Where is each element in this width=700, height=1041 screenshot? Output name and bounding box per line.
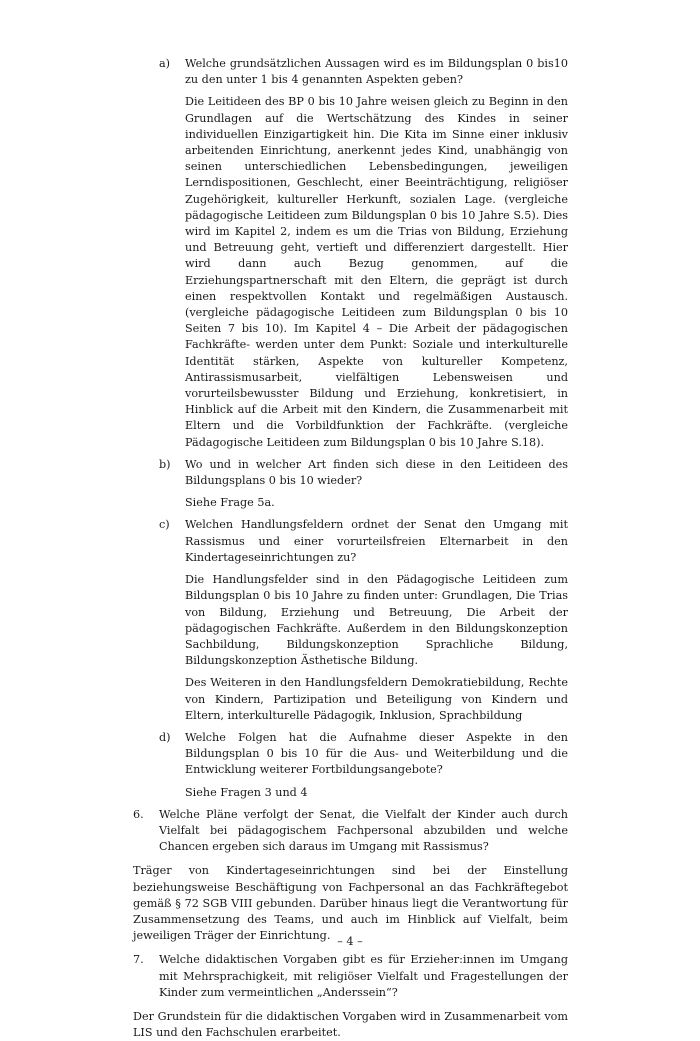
question-5a [159, 56, 568, 88]
question-text: Welche grundsätzlichen Aussagen wird es im Bildungsplan 0 bis10 zu den unter 1 bis 4 genannten Aspekten geben? [185, 57, 568, 87]
question-label: c) [159, 518, 170, 532]
question-label: 6. [133, 807, 144, 821]
question-label: d) [159, 730, 171, 744]
question-5d [159, 730, 568, 779]
question-label: b) [159, 457, 171, 471]
question-5b [159, 457, 568, 489]
question-6 [133, 807, 568, 856]
question-text: Welchen Handlungsfeldern ordnet der Senat den Umgang mit Rassismus und einer vorurteilsfreien Elternarbeit in den Kindertageseinrichtungen zu? [185, 518, 568, 564]
question-7 [133, 952, 568, 1001]
question-text: Welche didaktischen Vorgaben gibt es für Erzieher:innen im Umgang mit Mehrsprachigkeit, mit religiöser Vielfalt und Fragestellungen der Kinder zum vermeintlichen „Anderssein“? [159, 953, 568, 999]
answer-5b: Siehe Frage 5a. [185, 496, 275, 510]
answer-7: Der Grundstein für die didaktischen Vorgaben wird in Zusammenarbeit vom LIS und den Fachschulen erarbeitet. [133, 1009, 568, 1040]
question-text: Wo und in welcher Art finden sich diese in den Leitideen des Bildungsplans 0 bis 10 wieder? [185, 457, 568, 488]
question-5c [159, 517, 568, 566]
answer-6: Träger von Kindertageseinrichtungen sind bei der Einstellung beziehungsweise Beschäftigung von Fachpersonal an das Fachkräftegebot gemäß § 72 SGB VIII gebunden. Darüber hinaus liegt die Verantwortung für Zusammensetzung des Teams, und auch im Hinblick auf Vielfalt, beim jeweiligen Träger der Einrichtung. [133, 864, 568, 943]
answer-5d: Siehe Fragen 3 und 4 [185, 785, 308, 799]
question-label: 7. [133, 953, 144, 967]
page-content [133, 56, 568, 1041]
answer-5c-part-1: Die Handlungsfelder sind in den Pädagogische Leitideen zum Bildungsplan 0 bis 10 Jahre zu finden unter: Grundlagen, Die Trias von Bildung, Erziehung und Betreuung, Die Arbeit der pädagogischen Fachkräfte. Außerdem in den Bildungskonzeption Sachbildung, Bildungskonzeption Sprachliche Bildung, Bildungskonzeption Ästhetische Bildung. [185, 573, 568, 668]
question-text: Welche Pläne verfolgt der Senat, die Vielfalt der Kinder auch durch Vielfalt bei pädagogischem Fachpersonal abzubilden und welche Chancen ergeben sich daraus im Umgang mit Rassismus? [159, 807, 568, 854]
question-text: Welche Folgen hat die Aufnahme dieser Aspekte in den Bildungsplan 0 bis 10 für die Aus- und Weiterbildung und die Entwicklung weiterer Fortbildungsangebote? [185, 730, 568, 777]
answer-5c-part-2: Des Weiteren in den Handlungsfeldern Demokratiebildung, Rechte von Kindern, Partizipation und Beteiligung von Kindern und Eltern, interkulturelle Pädagogik, Inklusion, Sprachbildung [185, 676, 568, 722]
answer-5a: Die Leitideen des BP 0 bis 10 Jahre weisen gleich zu Beginn in den Grundlagen auf die Wertschätzung des Kindes in seiner individuellen Einzigartigkeit hin. Die Kita im Sinne einer inklusiv arbeitenden Einrichtung, anerkennt jedes Kind, unabhängig von seinen unterschiedlichen Lebensbedingungen, jeweiligen Lerndispositionen, Geschlecht, einer Beeinträchtigung, religiöser Zugehörigkeit, kultureller Herkunft, sozialen Lage. (vergleiche pädagogische Leitideen zum Bildungsplan 0 bis 10 Jahre S.5). Dies wird im Kapitel 2, indem es um die Trias von Bildung, Erziehung und Betreuung geht, vertieft und differenziert dargestellt. Hier wird dann auch Bezug genommen, auf die Erziehungspartnerschaft mit den Eltern, die geprägt ist durch einen respektvollen Kontakt und regelmäßigen Austausch. (vergleiche pädagogische Leitideen zum Bildungsplan 0 bis 10 Seiten 7 bis 10). Im Kapitel 4 – Die Arbeit der pädagogischen Fachkräfte- werden unter dem Punkt: Soziale und interkulturelle Identität stärken, Aspekte von kultureller Kompetenz, Antirassismusarbeit, vielfältigen Lebensweisen und vorurteilsbewusster Bildung und Erziehung, konkretisiert, in Hinblick auf die Arbeit mit den Kindern, die Zusammenarbeit mit Eltern und die Vorbildfunktion der Fachkräfte. (vergleiche Pädagogische Leitideen zum Bildungsplan 0 bis 10 Jahre S.18). [185, 95, 568, 449]
page-number: – 4 – [337, 935, 363, 948]
question-label: a) [159, 57, 171, 70]
